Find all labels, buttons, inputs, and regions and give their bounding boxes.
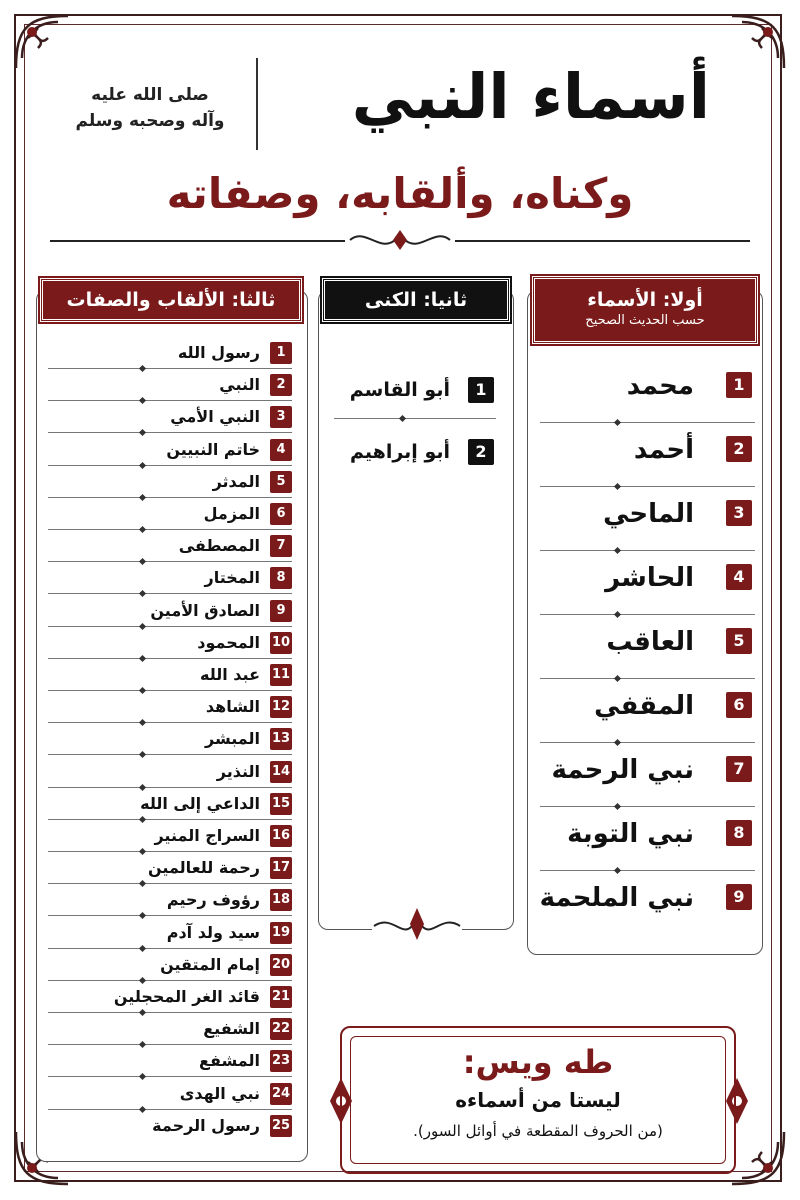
name-item	[538, 872, 758, 936]
number-badge: 9	[270, 600, 292, 622]
title-item	[46, 628, 294, 660]
row-separator	[540, 550, 755, 551]
title-item	[46, 1079, 294, 1111]
number-badge: 10	[270, 632, 292, 654]
title-item	[46, 918, 294, 950]
title-item	[46, 724, 294, 756]
row-separator	[540, 806, 755, 807]
title-text: المختار	[204, 568, 260, 588]
name-text: نبي الملحمة	[539, 883, 694, 913]
name-text: المقفي	[594, 691, 694, 721]
row-separator	[48, 368, 292, 369]
title-text: نبي الهدى	[179, 1083, 260, 1103]
title-item	[46, 692, 294, 724]
title-text: النذير	[216, 761, 260, 781]
title-text: النبي	[219, 375, 260, 395]
names-heading: أولا: الأسماء	[587, 289, 703, 311]
title-item	[46, 757, 294, 789]
number-badge: 25	[270, 1115, 292, 1137]
title-text: الشاهد	[205, 697, 260, 717]
title-item	[46, 853, 294, 885]
number-badge: 5	[726, 628, 752, 654]
number-badge: 24	[270, 1083, 292, 1105]
title-item	[46, 338, 294, 370]
row-separator	[48, 658, 292, 659]
number-badge: 1	[726, 372, 752, 398]
name-text: العاقب	[606, 627, 694, 657]
row-separator	[48, 1012, 292, 1013]
number-badge: 16	[270, 825, 292, 847]
row-separator	[540, 486, 755, 487]
note-line: (من الحروف المقطعة في أوائل السور).	[413, 1122, 663, 1140]
title-text: إمام المتقين	[160, 954, 260, 974]
name-item	[538, 680, 758, 744]
title-text: خاتم النبيين	[166, 439, 260, 459]
number-badge: 13	[270, 728, 292, 750]
number-badge: 17	[270, 857, 292, 879]
salutation	[60, 82, 240, 134]
salutation-line: صلى الله عليه	[91, 85, 209, 105]
name-text: محمد	[626, 371, 694, 401]
name-text: نبي التوبة	[567, 819, 694, 849]
names-header	[532, 276, 758, 344]
row-separator	[48, 561, 292, 562]
row-separator	[334, 418, 496, 419]
number-badge: 4	[726, 564, 752, 590]
row-separator	[48, 819, 292, 820]
number-badge: 18	[270, 889, 292, 911]
name-item	[538, 424, 758, 488]
title-text: سيد ولد آدم	[166, 922, 260, 942]
number-badge: 20	[270, 954, 292, 976]
kunya-item	[330, 432, 500, 472]
row-separator	[540, 678, 755, 679]
name-text: الماحي	[603, 499, 694, 529]
title-item	[46, 789, 294, 821]
number-badge: 2	[270, 374, 292, 396]
row-separator	[48, 1109, 292, 1110]
title-text: الصادق الأمين	[150, 600, 260, 620]
number-badge: 14	[270, 761, 292, 783]
number-badge: 1	[270, 342, 292, 364]
page-title: أسماء النبي	[351, 60, 710, 133]
title-item	[46, 950, 294, 982]
title-item	[46, 1014, 294, 1046]
number-badge: 4	[270, 439, 292, 461]
title-text: النبي الأمي	[170, 407, 260, 427]
title-text: قائد الغر المحجلين	[113, 987, 260, 1006]
number-badge: 6	[270, 503, 292, 525]
title-text: رحمة للعالمين	[148, 858, 260, 878]
number-badge: 3	[726, 500, 752, 526]
number-badge: 15	[270, 793, 292, 815]
row-separator	[48, 1044, 292, 1045]
page-subtitle: وكناه، وألقابه، وصفاته	[166, 169, 634, 218]
number-badge: 8	[270, 567, 292, 589]
title-item	[46, 435, 294, 467]
title-item	[46, 563, 294, 595]
salutation-line: وآله وصحبه وسلم	[75, 111, 225, 131]
title-text: المدثر	[212, 471, 260, 491]
number-badge: 19	[270, 922, 292, 944]
divider-ornament-icon	[345, 225, 455, 255]
row-separator	[540, 422, 755, 423]
kunya-item	[330, 370, 500, 410]
title-item	[46, 596, 294, 628]
corner-ornament-icon	[8, 8, 78, 78]
title-item	[46, 885, 294, 917]
row-separator	[540, 870, 755, 871]
title-item	[46, 660, 294, 692]
row-separator	[48, 883, 292, 884]
titles-header	[40, 278, 302, 322]
title-text: عبد الله	[200, 665, 260, 684]
row-separator	[48, 754, 292, 755]
title-text: المزمل	[203, 504, 260, 523]
title-text: الداعي إلى الله	[140, 793, 260, 813]
number-badge: 7	[726, 756, 752, 782]
note-box	[340, 1026, 736, 1174]
number-badge: 2	[726, 436, 752, 462]
row-separator	[48, 948, 292, 949]
number-badge: 22	[270, 1018, 292, 1040]
title-text: رسول الرحمة	[152, 1115, 260, 1135]
name-item	[538, 552, 758, 616]
note-line: ليستا من أسماءه	[455, 1088, 621, 1112]
name-text: الحاشر	[605, 563, 694, 593]
title-text: المشفع	[199, 1051, 260, 1071]
row-separator	[48, 1076, 292, 1077]
title-text: السراج المنير	[154, 826, 260, 845]
row-separator	[48, 529, 292, 530]
kunya-heading: ثانيا: الكنى	[364, 289, 468, 311]
name-text: أحمد	[633, 435, 694, 465]
number-badge: 21	[270, 986, 292, 1008]
title-item	[46, 370, 294, 402]
name-item	[538, 744, 758, 808]
title-text: رسول الله	[177, 343, 260, 362]
name-item	[538, 488, 758, 552]
title-text: رؤوف رحيم	[166, 890, 260, 910]
row-separator	[48, 851, 292, 852]
name-item	[538, 360, 758, 424]
row-separator	[48, 787, 292, 788]
title-text: المصطفى	[178, 536, 260, 556]
number-badge: 12	[270, 696, 292, 718]
kunya-text: أبو القاسم	[349, 379, 450, 401]
floral-ornament-icon	[372, 904, 462, 944]
title-divider	[256, 58, 258, 150]
name-text: نبي الرحمة	[551, 755, 694, 785]
row-separator	[540, 614, 755, 615]
titles-heading: ثالثا: الألقاب والصفات	[66, 289, 276, 311]
row-separator	[48, 915, 292, 916]
kunya-header	[322, 278, 510, 322]
title-item	[46, 402, 294, 434]
number-badge: 11	[270, 664, 292, 686]
title-item	[46, 467, 294, 499]
number-badge: 8	[726, 820, 752, 846]
title-text: الشفيع	[203, 1019, 260, 1039]
note-heading: طه ويس:	[462, 1043, 614, 1081]
number-badge: 1	[468, 377, 494, 403]
number-badge: 7	[270, 535, 292, 557]
title-item	[46, 1111, 294, 1143]
name-item	[538, 616, 758, 680]
number-badge: 6	[726, 692, 752, 718]
row-separator	[48, 497, 292, 498]
row-separator	[48, 690, 292, 691]
number-badge: 2	[468, 439, 494, 465]
row-separator	[540, 742, 755, 743]
row-separator	[48, 432, 292, 433]
row-separator	[48, 626, 292, 627]
row-separator	[48, 400, 292, 401]
title-text: المبشر	[205, 729, 260, 749]
title-item	[46, 499, 294, 531]
title-item	[46, 1046, 294, 1078]
kunya-text: أبو إبراهيم	[350, 441, 450, 463]
corner-ornament-icon	[722, 8, 792, 78]
title-text: المحمود	[197, 632, 260, 652]
title-item	[46, 531, 294, 563]
number-badge: 9	[726, 884, 752, 910]
number-badge: 3	[270, 406, 292, 428]
row-separator	[48, 980, 292, 981]
title-item	[46, 821, 294, 853]
row-separator	[48, 465, 292, 466]
number-badge: 5	[270, 471, 292, 493]
names-subheading: حسب الحديث الصحيح	[585, 313, 705, 328]
name-item	[538, 808, 758, 872]
row-separator	[48, 593, 292, 594]
title-item	[46, 982, 294, 1014]
row-separator	[48, 722, 292, 723]
number-badge: 23	[270, 1050, 292, 1072]
